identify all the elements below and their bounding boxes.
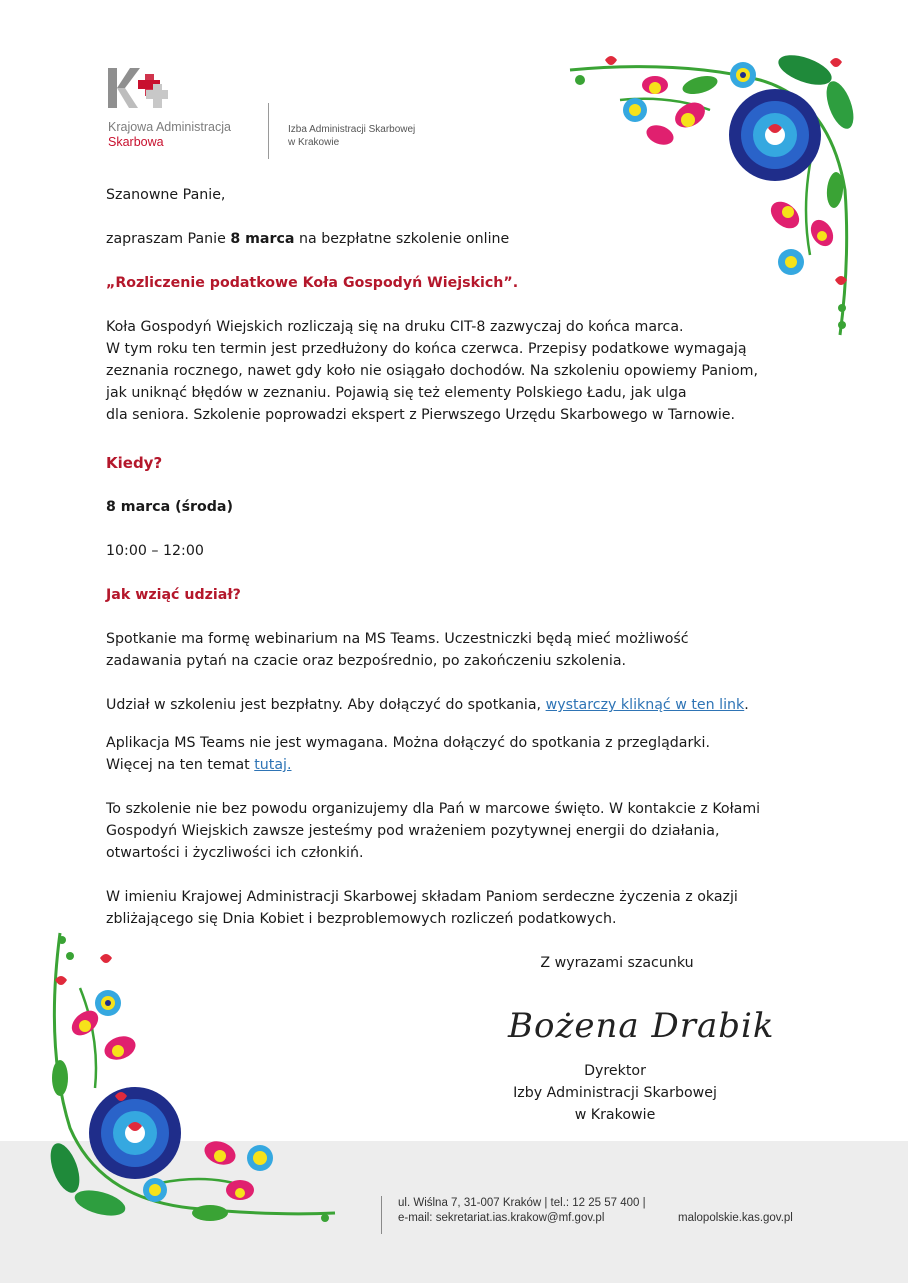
footer-website[interactable]: malopolskie.kas.gov.pl bbox=[678, 1212, 793, 1224]
invitation-date: 8 marca bbox=[230, 231, 295, 247]
reason-line: To szkolenie nie bez powodu organizujemy dla Pań w marcowe święto. W kontakcie z Kołami bbox=[106, 801, 761, 817]
wishes-line: W imieniu Krajowej Administracji Skarbowej składam Paniom serdeczne życzenia z okazji bbox=[106, 889, 738, 905]
intro-line: zeznania rocznego, nawet gdy koło nie osiągało dochodów. Na szkoleniu opowiemy Paniom, bbox=[106, 363, 758, 379]
invitation-text: zapraszam Panie bbox=[106, 231, 231, 247]
intro-line: dla seniora. Szkolenie poprowadzi ekspert z Pierwszego Urzędu Skarbowego w Tarnowie. bbox=[106, 407, 736, 423]
invitation-text-end: na bezpłatne szkolenie online bbox=[294, 231, 510, 247]
floral-ornament-bottom-left-icon bbox=[40, 928, 340, 1228]
when-heading: Kiedy? bbox=[106, 454, 163, 472]
signer-office-line2: w Krakowie bbox=[574, 1107, 656, 1123]
office-name-line2: w Krakowie bbox=[288, 137, 340, 148]
signer-office-line1: Izby Administracji Skarbowej bbox=[513, 1085, 717, 1101]
footer-divider bbox=[381, 1196, 382, 1234]
how-line: zadawania pytań na czacie oraz bezpośrednio, po zakończeniu szkolenia. bbox=[106, 653, 627, 669]
reason-line: Gospodyń Wiejskich zawsze jesteśmy pod wrażeniem pozytywnej energii do działania, bbox=[106, 823, 720, 839]
signer-title: Dyrektor bbox=[584, 1063, 646, 1079]
kas-logo-mark-icon bbox=[108, 66, 172, 114]
app-info-line: Aplikacja MS Teams nie jest wymagana. Można dołączyć do spotkania z przeglądarki. bbox=[106, 735, 710, 751]
footer-address: ul. Wiślna 7, 31-007 Kraków | tel.: 12 25 57 400 | bbox=[398, 1197, 646, 1209]
more-info-line bbox=[106, 754, 292, 776]
training-title: „Rozliczenie podatkowe Koła Gospodyń Wiejskich”. bbox=[106, 275, 519, 291]
reason-line: otwartości i życzliwości ich członkiń. bbox=[106, 845, 364, 861]
closing-phrase: Z wyrazami szacunku bbox=[540, 955, 694, 971]
invitation-line bbox=[106, 228, 509, 250]
free-participation-text: Udział w szkoleniu jest bezpłatny. Aby dołączyć do spotkania, bbox=[106, 697, 546, 713]
kas-logo bbox=[108, 66, 448, 166]
logo-name-line1: Krajowa Administracja bbox=[108, 120, 231, 134]
wishes-line: zbliżającego się Dnia Kobiet i bezproblemowych rozliczeń podatkowych. bbox=[106, 911, 617, 927]
logo-name-line2: Skarbowa bbox=[108, 135, 164, 149]
office-name-line1: Izba Administracji Skarbowej bbox=[288, 124, 416, 135]
floral-ornament-top-right-icon bbox=[560, 40, 860, 340]
meeting-link[interactable]: wystarczy kliknąć w ten link bbox=[545, 697, 745, 713]
how-heading: Jak wziąć udział? bbox=[106, 587, 241, 603]
when-date: 8 marca (środa) bbox=[106, 499, 233, 515]
intro-line: Koła Gospodyń Wiejskich rozliczają się na druku CIT-8 zazwyczaj do końca marca. bbox=[106, 319, 684, 335]
free-participation-end: . bbox=[744, 697, 749, 713]
footer-email[interactable]: e-mail: sekretariat.ias.krakow@mf.gov.pl bbox=[398, 1212, 605, 1224]
more-info-text: Więcej na ten temat bbox=[106, 757, 255, 773]
when-time: 10:00 – 12:00 bbox=[106, 543, 204, 559]
how-line: Spotkanie ma formę webinarium na MS Teams. Uczestniczki będą mieć możliwość bbox=[106, 631, 689, 647]
intro-line: W tym roku ten termin jest przedłużony do końca czerwca. Przepisy podatkowe wymagają bbox=[106, 341, 747, 357]
signature: Bożena Drabik bbox=[508, 1006, 775, 1046]
intro-line: jak uniknąć błędów w zeznaniu. Pojawią się też elementy Polskiego Ładu, jak ulga bbox=[106, 385, 687, 401]
logo-divider bbox=[268, 103, 269, 159]
salutation: Szanowne Panie, bbox=[106, 187, 226, 203]
free-participation-line bbox=[106, 694, 749, 716]
more-info-link[interactable]: tutaj. bbox=[254, 757, 292, 773]
